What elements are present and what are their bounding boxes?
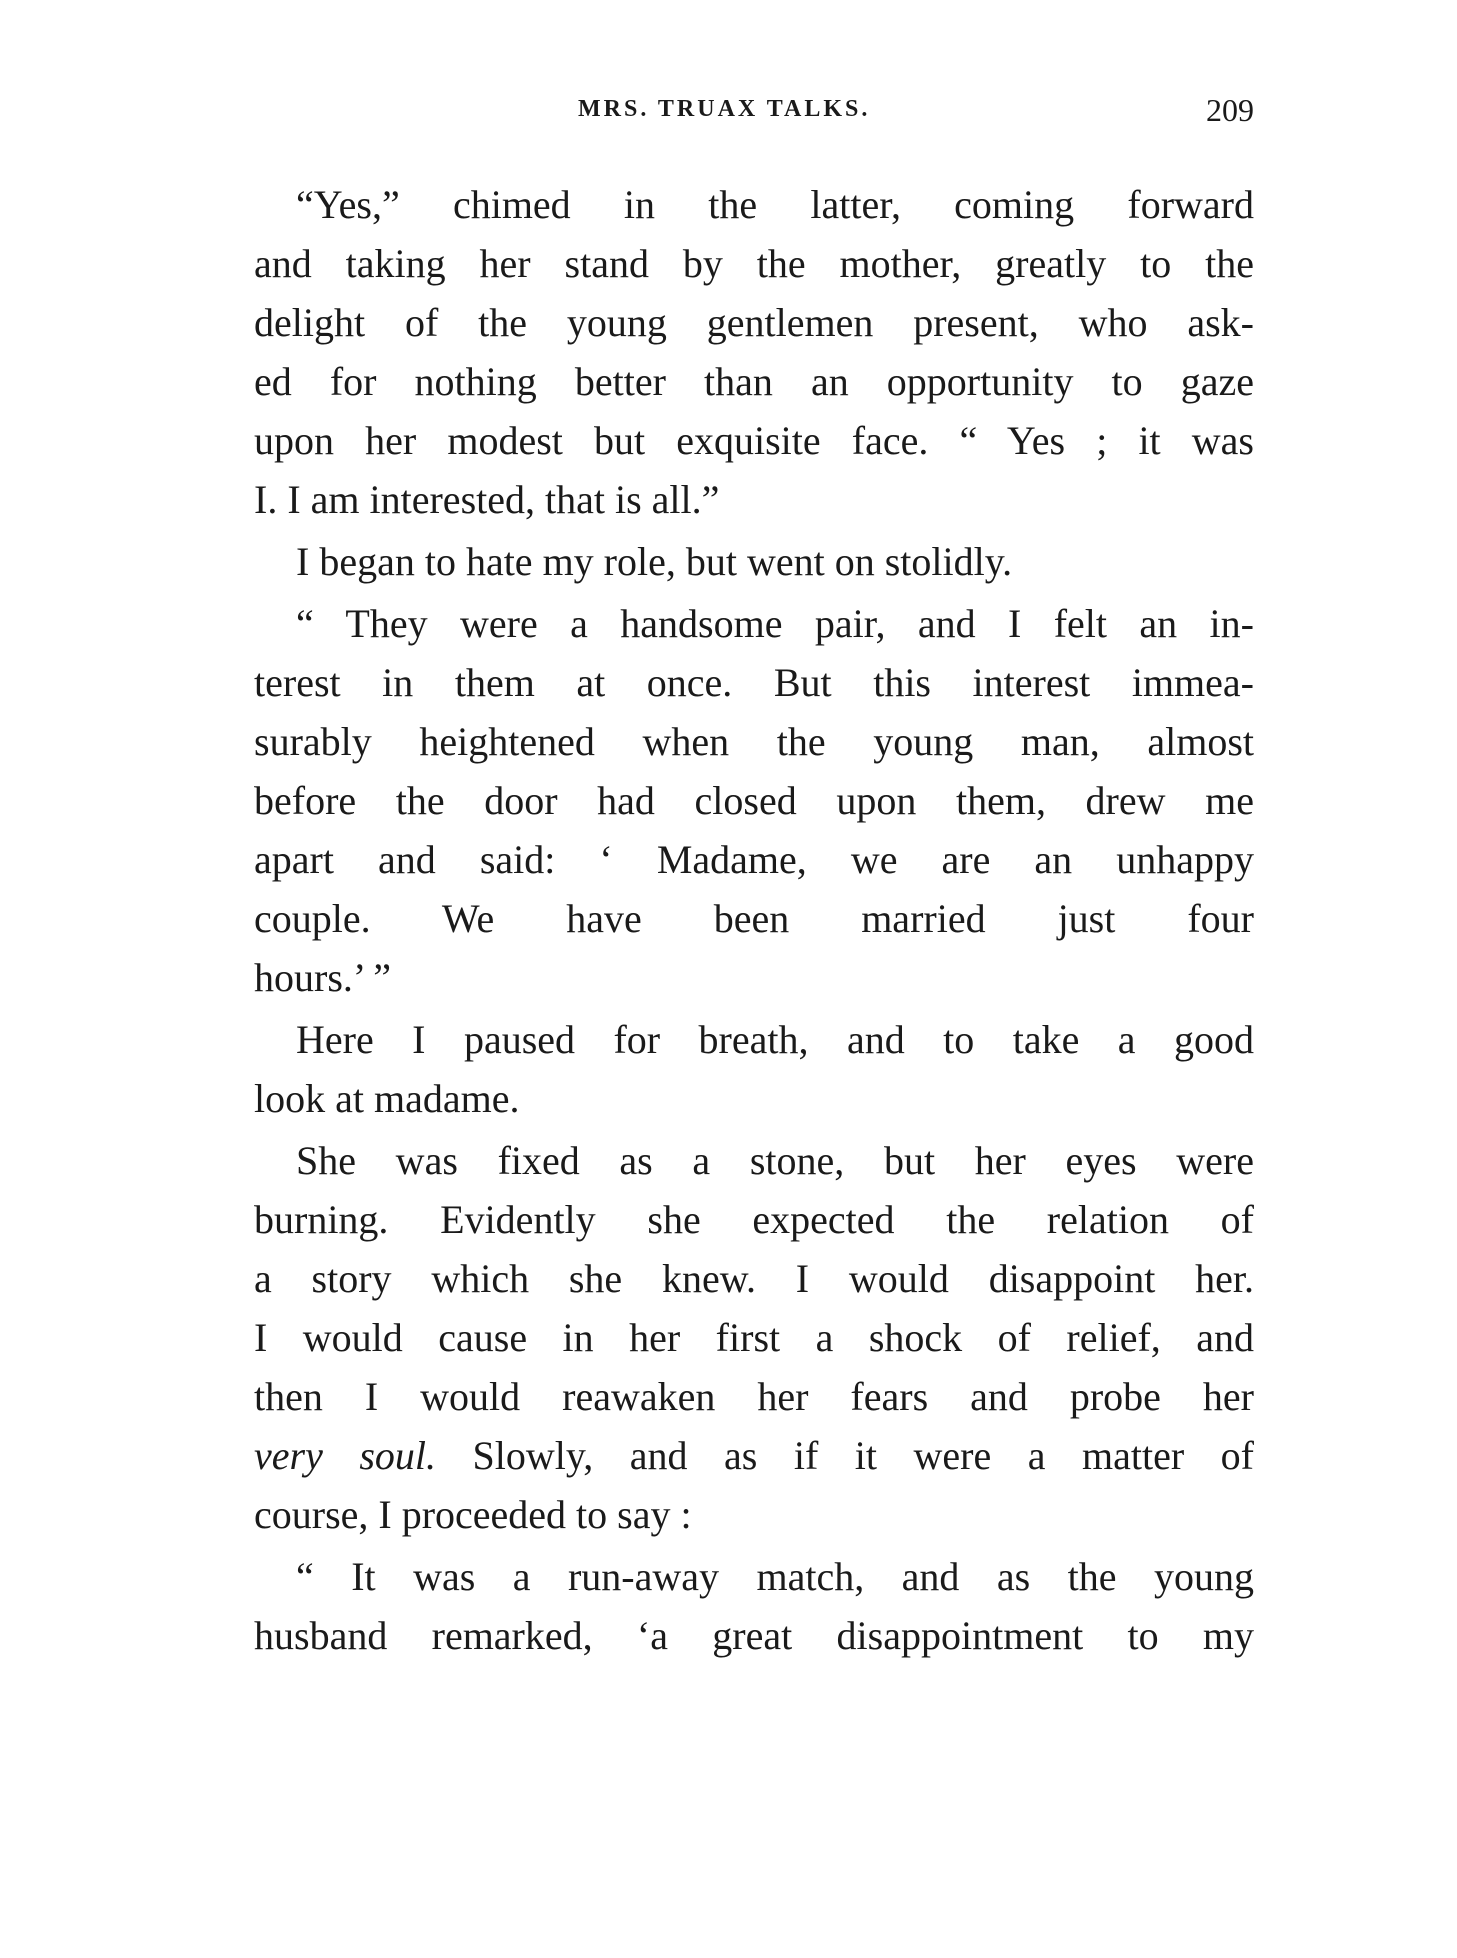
text-line: “Yes,” chimed in the latter, coming forward: [296, 182, 1254, 227]
text-line: Here I paused for breath, and to take a good: [296, 1017, 1254, 1062]
text-line: ed for nothing better than an opportunity to gaze: [254, 359, 1254, 404]
text-line: delight of the young gentlemen present, who ask-: [254, 300, 1254, 345]
text-line: course, I proceeded to say :: [254, 1492, 692, 1537]
text-line: I would cause in her first a shock of relief, and: [254, 1315, 1254, 1360]
text-line: surably heightened when the young man, almost: [254, 719, 1254, 764]
text-line: and taking her stand by the mother, greatly to the: [254, 241, 1254, 286]
text-line: upon her modest but exquisite face. “ Yes ; it was: [254, 418, 1254, 463]
running-title: MRS. TRUAX TALKS.: [578, 96, 871, 122]
text-line: then I would reawaken her fears and probe her: [254, 1374, 1254, 1419]
text-line: before the door had closed upon them, drew me: [254, 778, 1254, 823]
text-line: She was fixed as a stone, but her eyes were: [296, 1138, 1254, 1183]
text-line: I. I am interested, that is all.”: [254, 477, 720, 522]
page-number: 209: [1206, 92, 1254, 128]
page-header: [254, 92, 1254, 132]
text-line: apart and said: ‘ Madame, we are an unhappy: [254, 837, 1254, 882]
text-line-remainder: Slowly, and as if it were a matter of: [436, 1433, 1254, 1478]
text-line: couple. We have been married just four: [254, 896, 1254, 941]
text-line: I began to hate my role, but went on stolidly.: [296, 539, 1013, 584]
text-line: a story which she knew. I would disappoint her.: [254, 1256, 1254, 1301]
body-text: [254, 175, 1254, 1665]
text-line: “ It was a run-away match, and as the young: [296, 1554, 1254, 1599]
text-line: burning. Evidently she expected the relation of: [254, 1197, 1254, 1242]
text-line: terest in them at once. But this interest immea-: [254, 660, 1254, 705]
text-line: “ They were a handsome pair, and I felt an in-: [296, 601, 1254, 646]
text-line: look at madame.: [254, 1076, 520, 1121]
text-line: hours.’ ”: [254, 955, 391, 1000]
text-line: husband remarked, ‘a great disappointment to my: [254, 1613, 1254, 1658]
text-line-mixed: [254, 1426, 1254, 1485]
italic-phrase: very soul.: [254, 1433, 437, 1478]
